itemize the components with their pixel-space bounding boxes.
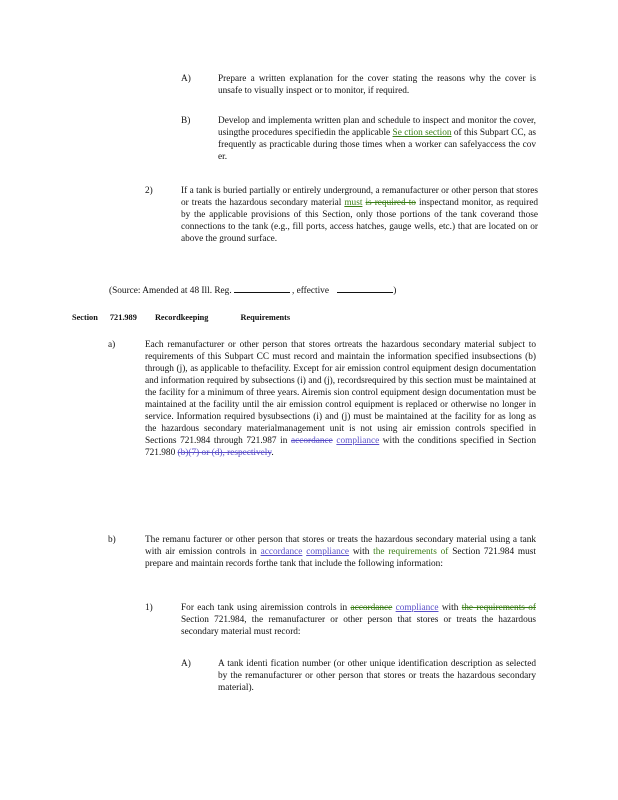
para-label-b: b) xyxy=(108,535,116,545)
source-text-1: (Source: Amended at 48 Ill. Reg. xyxy=(109,286,232,296)
para-text-b xyxy=(145,534,536,570)
source-text-3: ) xyxy=(393,286,397,296)
deleted-text: is required to xyxy=(365,198,416,208)
section-label: Section xyxy=(72,313,98,322)
para-b-part2: with xyxy=(349,547,374,557)
item-label-a: A) xyxy=(181,74,191,84)
para-b-part1: The remanu facturer or other person that stores or treats the hazardous secondary material using a tank with air emission controls in xyxy=(145,535,536,557)
item-label-b: B) xyxy=(181,116,191,126)
inserted-text: compliance xyxy=(395,603,439,613)
deleted-text: accordance xyxy=(290,436,333,446)
item-text-a xyxy=(218,73,536,97)
para-text-a xyxy=(145,339,536,459)
para-b1-part2: with xyxy=(438,603,462,613)
item-text-a-body: Prepare a written explanation for the cover stating the reasons why the cover is unsafe to visually inspect or to monitor, if required. xyxy=(218,74,536,96)
deleted-text: (b)(7) or (d), respectively xyxy=(177,448,272,458)
item-text-2-part2: inspectand monitor, as required by the applicable provisions of this Section, only those portions of the tank coverand those connections to the tank (e.g., fill ports, access hatches, gauge wells, etc.) that are located on or above the ground surface. xyxy=(181,198,539,244)
section-heading xyxy=(72,312,290,324)
inserted-text: Se ction section xyxy=(392,128,452,138)
para-label-a: a) xyxy=(108,340,116,350)
para-text-b1a xyxy=(218,658,536,694)
inserted-text: the requirements of xyxy=(373,547,449,557)
deleted-text: accordance xyxy=(260,547,303,557)
para-a-part3: . xyxy=(271,448,274,458)
section-title-2: Requirements xyxy=(240,313,291,322)
para-label-b1: 1) xyxy=(145,603,153,613)
section-number: 721.989 xyxy=(109,313,137,322)
para-a-part1: Each remanufacturer or other person that stores ortreats the hazardous secondary material subject to requirements of this Subpart CC must record and maintain the information specified insubsections (b) through (j), as applicable to thefacility. Except for air emission control equipment design documentation and information required by subsections (i) and (j), recordsrequired by this section must be maintained at the facility for a minimum of three years. Airemis sion control equipment design documentation must be maintained at the facility until the air emission control equipment is replaced or otherwise no longer in service. Information required bysubsections (i) and (j) must be maintained at the facility for as long as the hazardous secondary materialmanagement unit is not using air emission controls specified in Sections 721.984 through 721.987 in xyxy=(145,340,536,446)
section-title-1: Recordkeeping xyxy=(154,313,209,322)
source-blank-2 xyxy=(337,283,393,293)
para-label-b1a: A) xyxy=(181,659,191,669)
inserted-text: compliance xyxy=(336,436,380,446)
para-b-part3: Section 721.984 must prepare and maintain records forthe tank that include the following information: xyxy=(145,547,536,569)
item-label-2: 2) xyxy=(145,186,153,196)
deleted-text: accordance xyxy=(350,603,393,613)
inserted-text: compliance xyxy=(306,547,350,557)
para-b1a-body: A tank identi fication number (or other unique identification description as selected by the remanufacturer or other person that stores or treats the hazardous secondary material). xyxy=(218,659,536,693)
para-a-part2: with the conditions specified in Section 721.980 xyxy=(145,436,536,458)
source-text-2: , effective xyxy=(291,286,329,296)
para-b1-part3: Section 721.984, the remanufacturer or other person that stores or treats the hazardous secondary material must record: xyxy=(181,615,536,637)
item-text-2-part1: If a tank is buried partially or entirely underground, a remanufacturer or other person that stores or treats the hazardous secondary material xyxy=(181,186,538,208)
para-b1-part1: For each tank using airemission controls in xyxy=(181,603,351,613)
inserted-text: must xyxy=(344,198,363,208)
para-text-b1 xyxy=(181,602,536,638)
deleted-text: the requirements of xyxy=(461,603,536,613)
item-text-b-part1: Develop and implementa written plan and schedule to inspect and monitor the cover, usingthe procedures specifiedin the applicable xyxy=(218,116,536,138)
item-text-2 xyxy=(181,185,538,245)
source-blank-1 xyxy=(234,283,290,293)
item-text-b-part2: of this Subpart CC, as frequently as practicable during those times when a worker can safelyaccess the cov er. xyxy=(218,128,536,162)
source-note xyxy=(109,283,396,297)
item-text-b xyxy=(218,115,536,163)
